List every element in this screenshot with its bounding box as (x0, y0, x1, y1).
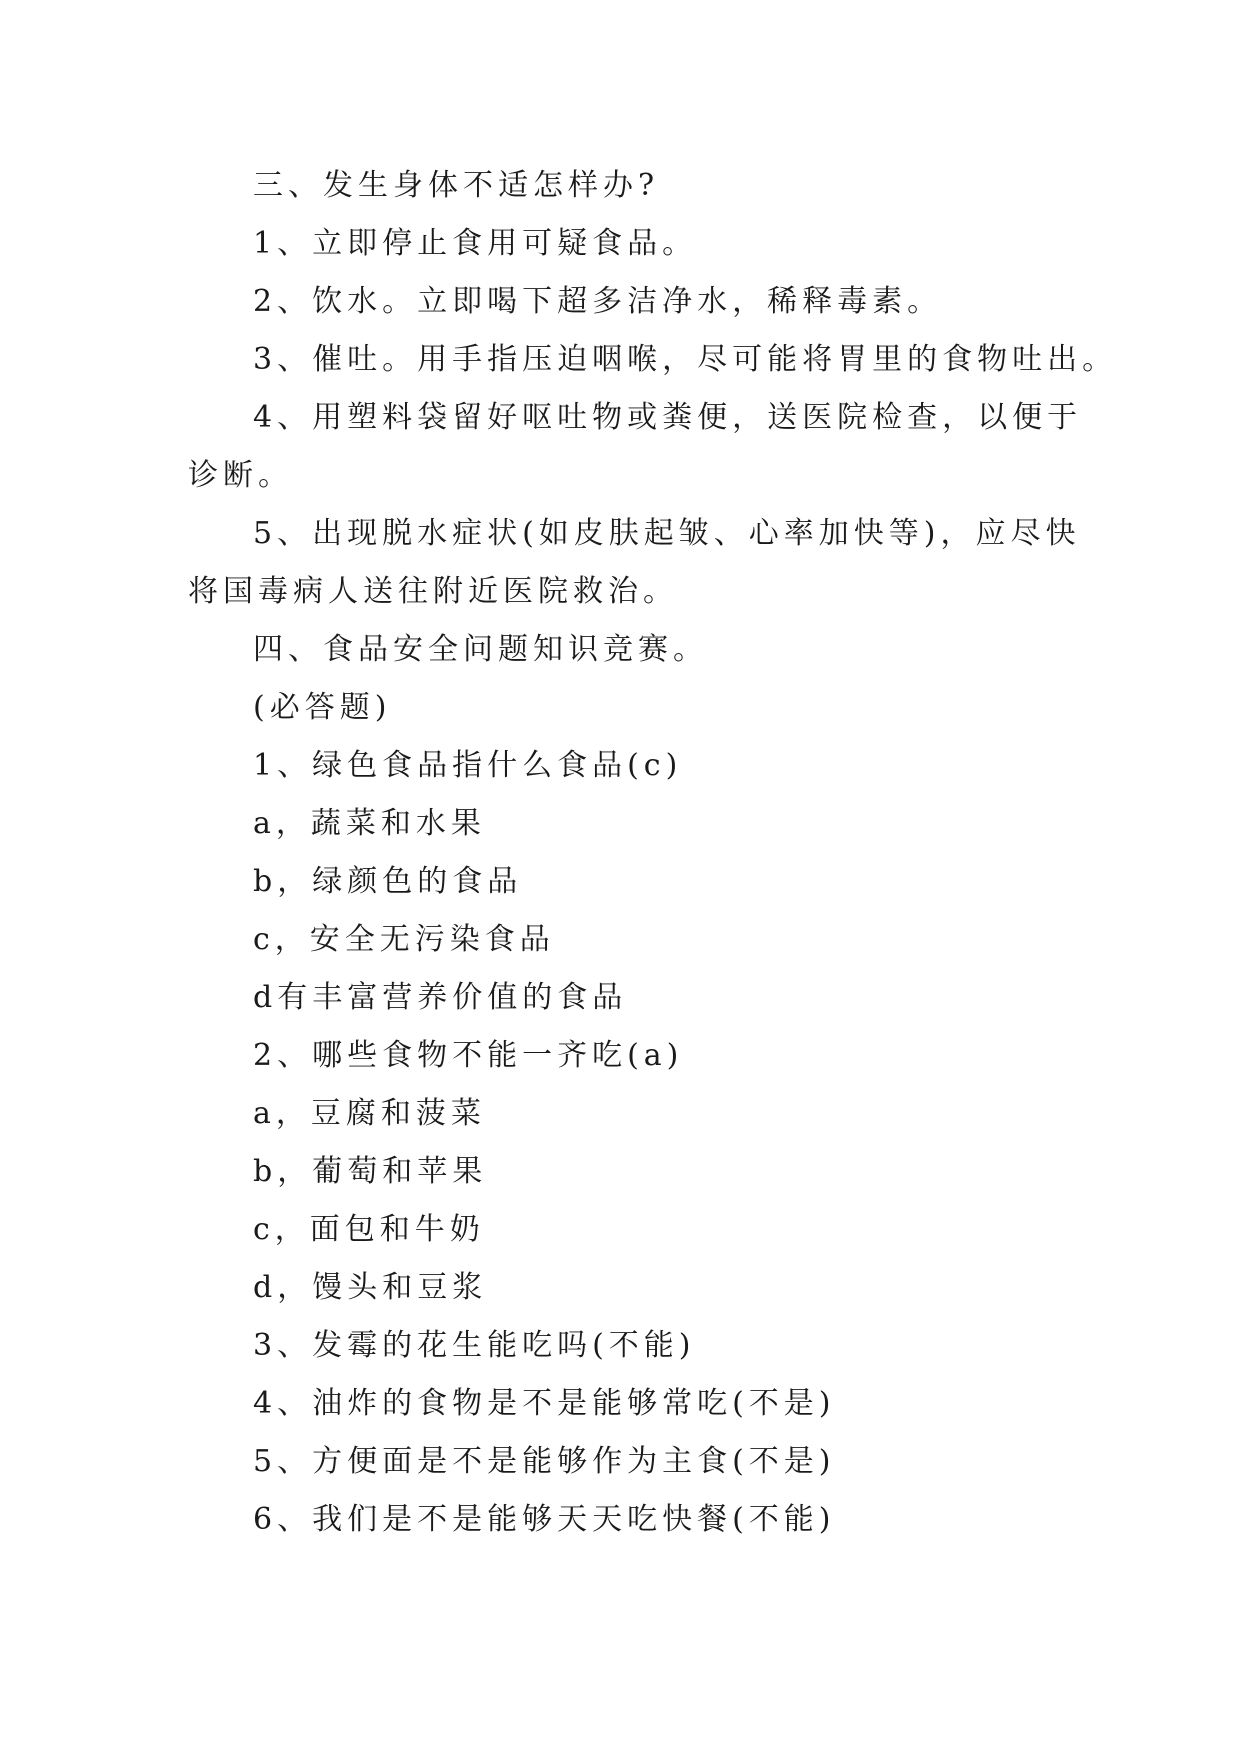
question: 4、油炸的食物是不是能够常吃(不是) (253, 1386, 836, 1421)
paragraph: 2、饮水。立即喝下超多洁净水，稀释毒素。 (253, 284, 943, 319)
paragraph: 3、催吐。用手指压迫咽喉，尽可能将胃里的食物吐出。 (253, 342, 1118, 377)
answer-option: a，豆腐和菠菜 (253, 1096, 486, 1131)
section-heading: 四、食品安全问题知识竞赛。 (253, 632, 708, 667)
paragraph: 5、出现脱水症状(如皮肤起皱、心率加快等)，应尽快 (253, 516, 1081, 551)
answer-option: c，面包和牛奶 (253, 1212, 485, 1247)
answer-option: b，绿颜色的食品 (253, 864, 523, 899)
paragraph-continuation: 将国毒病人送往附近医院救治。 (188, 574, 678, 609)
paragraph: 4、用塑料袋留好呕吐物或粪便，送医院检查，以便于 (253, 400, 1083, 435)
section-heading: 三、发生身体不适怎样办? (253, 168, 660, 203)
question: 2、哪些食物不能一齐吃(a) (253, 1038, 684, 1073)
subheading: (必答题) (253, 690, 392, 725)
paragraph: 1、立即停止食用可疑食品。 (253, 226, 698, 261)
question: 5、方便面是不是能够作为主食(不是) (253, 1444, 836, 1479)
answer-option: d有丰富营养价值的食品 (253, 980, 628, 1015)
answer-option: c，安全无污染食品 (253, 922, 555, 957)
answer-option: d，馒头和豆浆 (253, 1270, 488, 1305)
answer-option: b，葡萄和苹果 (253, 1154, 488, 1189)
answer-option: a，蔬菜和水果 (253, 806, 486, 841)
question: 6、我们是不是能够天天吃快餐(不能) (253, 1502, 836, 1537)
paragraph-continuation: 诊断。 (188, 458, 293, 493)
question: 1、绿色食品指什么食品(c) (253, 748, 683, 783)
question: 3、发霉的花生能吃吗(不能) (253, 1328, 696, 1363)
